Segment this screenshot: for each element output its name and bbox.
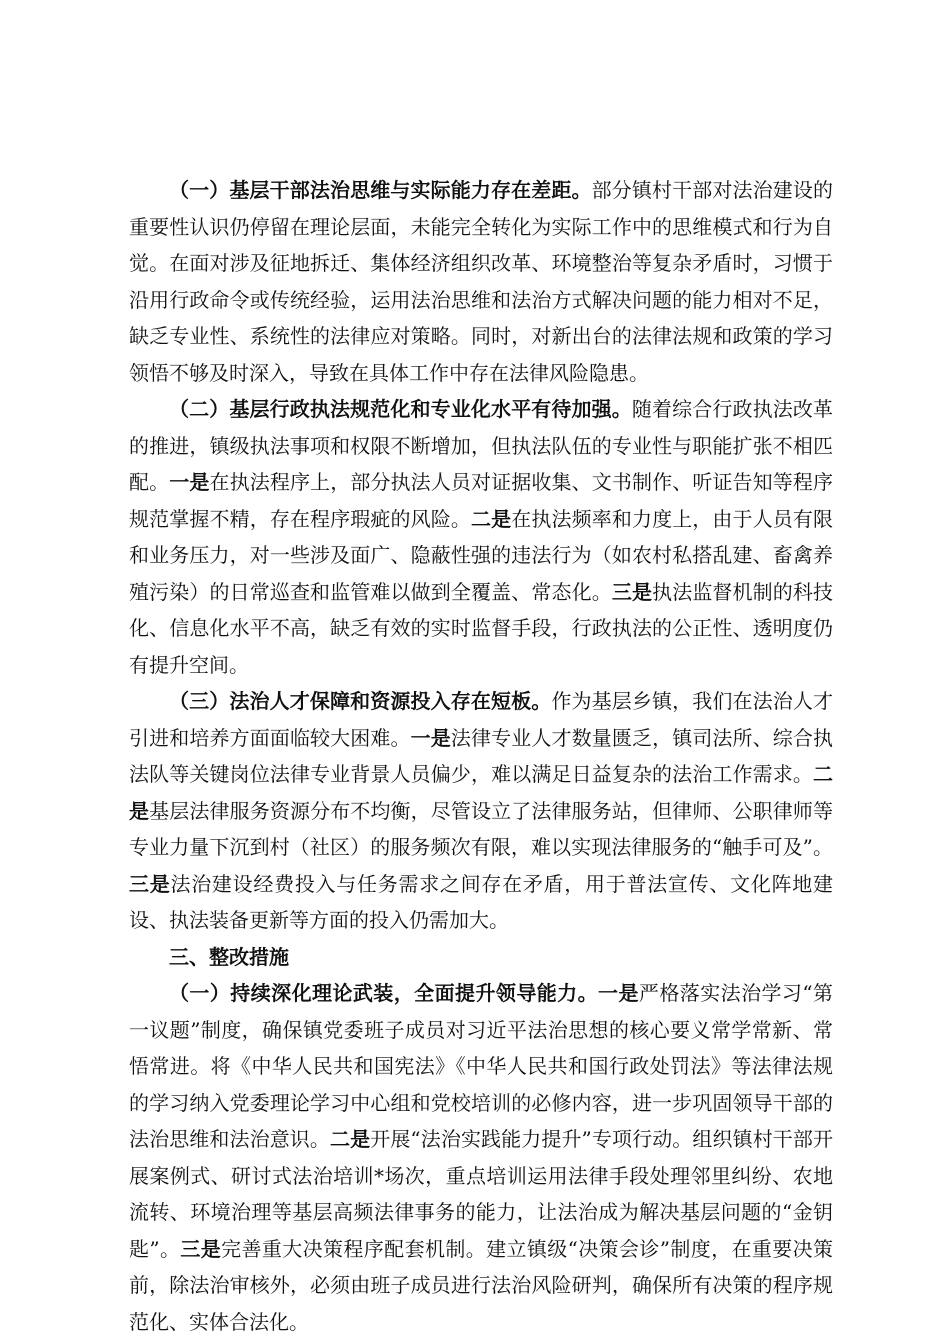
- item-marker: 一是: [410, 725, 451, 750]
- paragraph-talent-resources: [129, 683, 833, 939]
- paragraph-text: 部分镇村干部对法治建设的重要性认识仍停留在理论层面，未能完全转化为实际工作中的思维模式和行为自觉。在面对涉及征地拆迁、集体经济组织改革、环境整治等复杂矛盾时，习惯于沿用行政命令或传统经验，运用法治思维和法治方式解决问题的能力相对不足，缺乏专业性、系统性的法律应对策略。同时，对新出台的法律法规和政策的学习领悟不够及时深入，导致在具体工作中存在法律风险隐患。: [129, 178, 833, 385]
- paragraph-text: 严格落实法治学习“第一议题”制度，确保镇党委班子成员对习近平法治思想的核心要义常学常新、常悟常进。将《中华人民共和国宪法》《中华人民共和国行政处罚法》等法律法规的学习纳入党委理论学习中心组和党校培训的必修内容，进一步巩固领导干部的法治思维和法治意识。: [129, 981, 834, 1151]
- paragraph-lead: （三）法治人才保障和资源投入存在短板。: [169, 689, 552, 713]
- paragraph-cadre-thinking: [129, 172, 833, 391]
- item-marker: 一是: [598, 981, 639, 1005]
- section-heading: 三、整改措施: [169, 944, 289, 969]
- item-marker: 三是: [129, 871, 171, 896]
- paragraph-text: 基层法律服务资源分布不均衡，尽管设立了法律服务站，但律师、公职律师等专业力量下沉到村（社区）的服务频次有限，难以实现法律服务的“触手可及”。: [129, 798, 834, 859]
- paragraph-text: 在执法频率和力度上，由于人员有限和业务压力，对一些涉及面广、隐蔽性强的违法行为（如农村私搭乱建、畜禽养殖污染）的日常巡查和监管难以做到全覆盖、常态化。: [129, 506, 834, 604]
- paragraph-text: 开展“法治实践能力提升”专项行动。组织镇村干部开展案例式、研讨式法治培训*场次，重点培训运用法律手段处理邻里纠纷、农地流转、环境治理等基层高频法律事务的能力，让法治成为解决基层问题的“金钥匙”。: [129, 1127, 833, 1261]
- paragraph-text: 执法监督机制的科技化、信息化水平不高，缺乏有效的实时监督手段，行政执法的公正性、透明度仍有提升空间。: [129, 579, 834, 677]
- paragraph-text: 完善重大决策程序配套机制。建立镇级“决策会诊”制度，在重要决策前，除法治审核外，必须由班子成员进行法治风险研判，确保所有决策的程序规范化、实体合法化。: [129, 1236, 834, 1334]
- paragraph-text: 法律专业人才数量匮乏，镇司法所、综合执法队等关键岗位法律专业背景人员偏少，难以满足日益复杂的法治工作需求。: [129, 725, 834, 786]
- item-marker: 二是: [129, 762, 833, 823]
- paragraph-enforcement: [129, 391, 833, 683]
- paragraph-text: 法治建设经费投入与任务需求之间存在矛盾，用于普法宣传、文化阵地建设、执法装备更新等方面的投入仍需加大。: [129, 871, 834, 932]
- paragraph-lead: （一）持续深化理论武装，全面提升领导能力。: [169, 981, 599, 1005]
- item-marker: 一是: [169, 470, 210, 494]
- item-marker: 二是: [471, 506, 512, 531]
- paragraph-text: 作为基层乡镇，我们在法治人才引进和培养方面面临较大困难。: [129, 689, 833, 750]
- paragraph-theory-study: [129, 975, 833, 1340]
- item-marker: 二是: [330, 1127, 371, 1151]
- document-body: [129, 172, 833, 1340]
- item-marker: 三是: [611, 579, 653, 604]
- paragraph-text: 随着综合行政执法改革的推进，镇级执法事项和权限不断增加，但执法队伍的专业性与职能扩张不相匹配。: [129, 397, 833, 494]
- paragraph-text: 在执法程序上，部分执法人员对证据收集、文书制作、听证告知等程序规范掌握不精，存在程序瑕疵的风险。: [129, 470, 834, 531]
- item-marker: 三是: [180, 1236, 222, 1261]
- paragraph-lead: （一）基层干部法治思维与实际能力存在差距。: [169, 178, 592, 202]
- paragraph-lead: （二）基层行政执法规范化和专业化水平有待加强。: [169, 397, 632, 421]
